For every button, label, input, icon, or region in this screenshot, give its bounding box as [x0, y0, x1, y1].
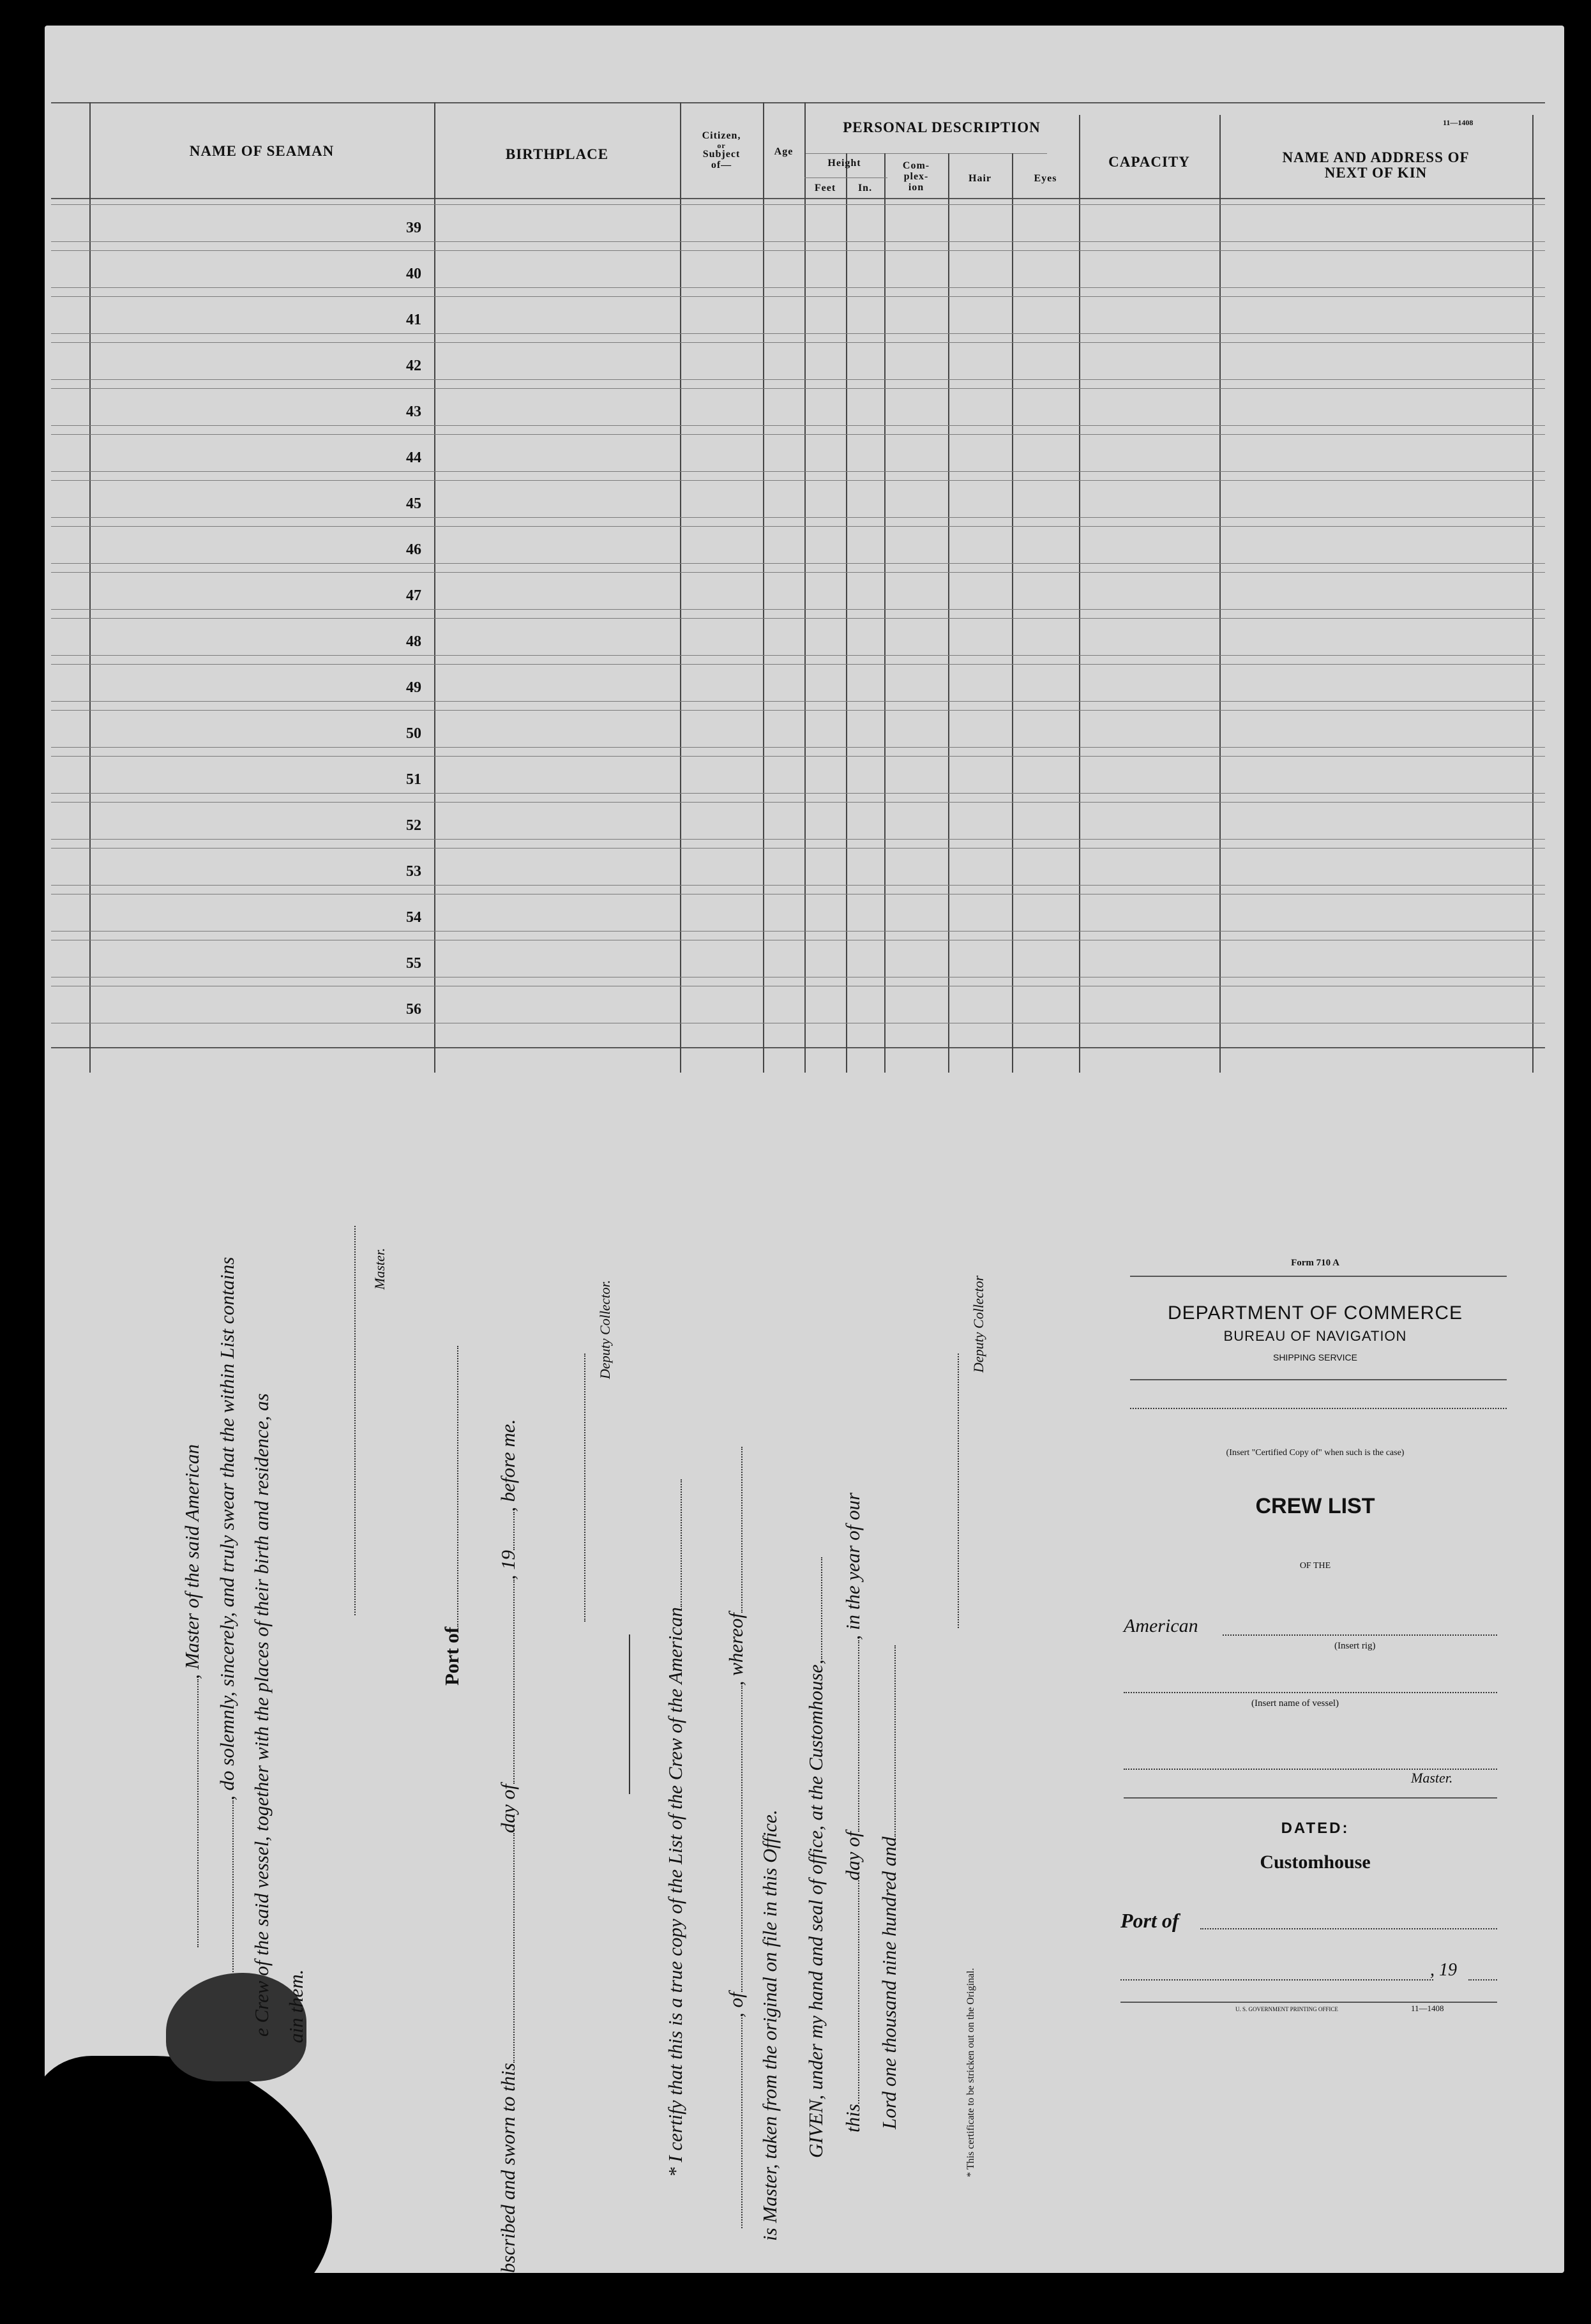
deputy-signature-line-2: [958, 1354, 959, 1628]
row-line: [51, 204, 1545, 205]
this-day-line: thisday of, in the year of our: [841, 1492, 864, 2132]
row-line: [51, 517, 1545, 518]
feet-header: Feet: [814, 183, 836, 193]
row-line: [51, 931, 1545, 932]
affidavit-line-4: ain them.: [285, 1969, 307, 2043]
row-line: [51, 572, 1545, 573]
lord-line: Lord one thousand nine hundred and: [878, 1645, 901, 2129]
deputy-collector-label-2: Deputy Collector: [970, 1275, 986, 1373]
row-line: [51, 885, 1545, 886]
birthplace-header: BIRTHPLACE: [505, 146, 609, 162]
row-line: [51, 434, 1545, 435]
affidavit-line-2: , do solemnly, sincerely, and truly swear that the within List contains: [216, 1257, 239, 1992]
row-line: [51, 618, 1545, 619]
row-line: [51, 710, 1545, 711]
row-number: 52: [406, 817, 421, 834]
row-line: [51, 848, 1545, 849]
row-line: [51, 563, 1545, 564]
row-number: 41: [406, 312, 421, 328]
row-number: 56: [406, 1001, 421, 1018]
port-of-label: Port of: [1120, 1909, 1179, 1932]
row-line: [51, 388, 1545, 389]
personal-description-header: PERSONAL DESCRIPTION: [843, 119, 1041, 135]
row-number: 40: [406, 266, 421, 282]
row-line: [51, 526, 1545, 527]
row-number: 50: [406, 725, 421, 742]
row-number: 55: [406, 955, 421, 972]
row-number: 45: [406, 495, 421, 512]
row-line: [51, 664, 1545, 665]
port-of-label: Port of: [441, 1346, 464, 1686]
row-line: [51, 342, 1545, 343]
row-number: 46: [406, 541, 421, 558]
deputy-signature-line: [584, 1354, 585, 1622]
row-line: [51, 333, 1545, 334]
master-label: Master.: [372, 1248, 388, 1290]
age-header: Age: [774, 146, 794, 157]
american-label: American: [1124, 1615, 1198, 1636]
row-line: [51, 793, 1545, 794]
row-line: [51, 655, 1545, 656]
row-line: [51, 802, 1545, 803]
of-the-label: OF THE: [1299, 1561, 1331, 1571]
row-line: [51, 756, 1545, 757]
row-line: [51, 747, 1545, 748]
crew-list-title: CREW LIST: [1255, 1494, 1375, 1518]
row-line: [51, 287, 1545, 288]
height-header: Height: [827, 158, 861, 169]
row-number: 51: [406, 771, 421, 788]
citizen-header: Citizen, or Subject of—: [702, 130, 741, 171]
row-number: 42: [406, 358, 421, 374]
row-number: 53: [406, 863, 421, 880]
department-title: DEPARTMENT OF COMMERCE: [1167, 1302, 1463, 1324]
affidavit-line-3: e Crew of the said vessel, together with the places of their birth and residence, as: [250, 1393, 273, 2037]
given-line: GIVEN, under my hand and seal of office, at the Customhouse,: [804, 1557, 827, 2158]
row-line: [51, 701, 1545, 702]
customhouse-label: Customhouse: [1260, 1852, 1371, 1873]
deputy-collector-label: Deputy Collector.: [597, 1279, 613, 1379]
footnote: * This certificate to be stricken out on the Original.: [965, 1968, 976, 2177]
capacity-header: CAPACITY: [1108, 154, 1190, 170]
row-line: [51, 425, 1545, 426]
bureau-title: BUREAU OF NAVIGATION: [1223, 1328, 1407, 1344]
torn-corner: [32, 2056, 332, 2324]
form-number: 11—1408: [1443, 118, 1474, 127]
eyes-header: Eyes: [1034, 173, 1057, 184]
printer-label: U. S. GOVERNMENT PRINTING OFFICE: [1235, 2006, 1338, 2012]
subscribed-line: bscribed and sworn to thisday of, 19, before me.: [497, 1419, 519, 2273]
insert-vessel-label: (Insert name of vessel): [1251, 1698, 1339, 1709]
row-number: 39: [406, 220, 421, 236]
row-number: 47: [406, 587, 421, 604]
service-title: SHIPPING SERVICE: [1272, 1352, 1357, 1362]
row-line: [51, 471, 1545, 472]
of-whereof-line: , of, whereof: [725, 1447, 748, 2228]
year-label: , 19: [1430, 1960, 1457, 1980]
next-of-kin-header: NAME AND ADDRESS OF NEXT OF KIN: [1282, 149, 1470, 181]
affidavit-line-1: , Master of the said American: [181, 1444, 204, 1947]
row-line: [51, 839, 1545, 840]
row-line: [51, 250, 1545, 251]
hair-header: Hair: [969, 173, 992, 184]
certified-copy-note: (Insert "Certified Copy of" when such is the case): [1226, 1448, 1405, 1458]
certify-line: * I certify that this is a true copy of the List of the Crew of the American: [664, 1479, 687, 2177]
row-number: 49: [406, 679, 421, 696]
printer-number: 11—1408: [1411, 2003, 1444, 2013]
master-signature-line: [354, 1226, 356, 1615]
crew-table: [51, 102, 1545, 1073]
row-number: 54: [406, 909, 421, 926]
row-line: [51, 241, 1545, 242]
name-header: NAME OF SEAMAN: [189, 143, 335, 159]
row-number: 44: [406, 449, 421, 466]
insert-rig-label: (Insert rig): [1334, 1641, 1376, 1651]
row-line: [51, 296, 1545, 297]
row-line: [51, 480, 1545, 481]
inches-header: In.: [857, 183, 873, 193]
form-number: Form 710 A: [1291, 1258, 1339, 1268]
row-number: 43: [406, 404, 421, 420]
master-label: Master.: [1411, 1770, 1453, 1786]
complexion-header: Com- plex- ion: [902, 160, 930, 193]
row-number: 48: [406, 633, 421, 650]
is-master-line: is Master, taken from the original on file in this Office.: [758, 1809, 781, 2241]
row-line: [51, 379, 1545, 380]
dated-label: DATED:: [1281, 1820, 1350, 1837]
divider: [629, 1634, 630, 1794]
row-line: [51, 609, 1545, 610]
